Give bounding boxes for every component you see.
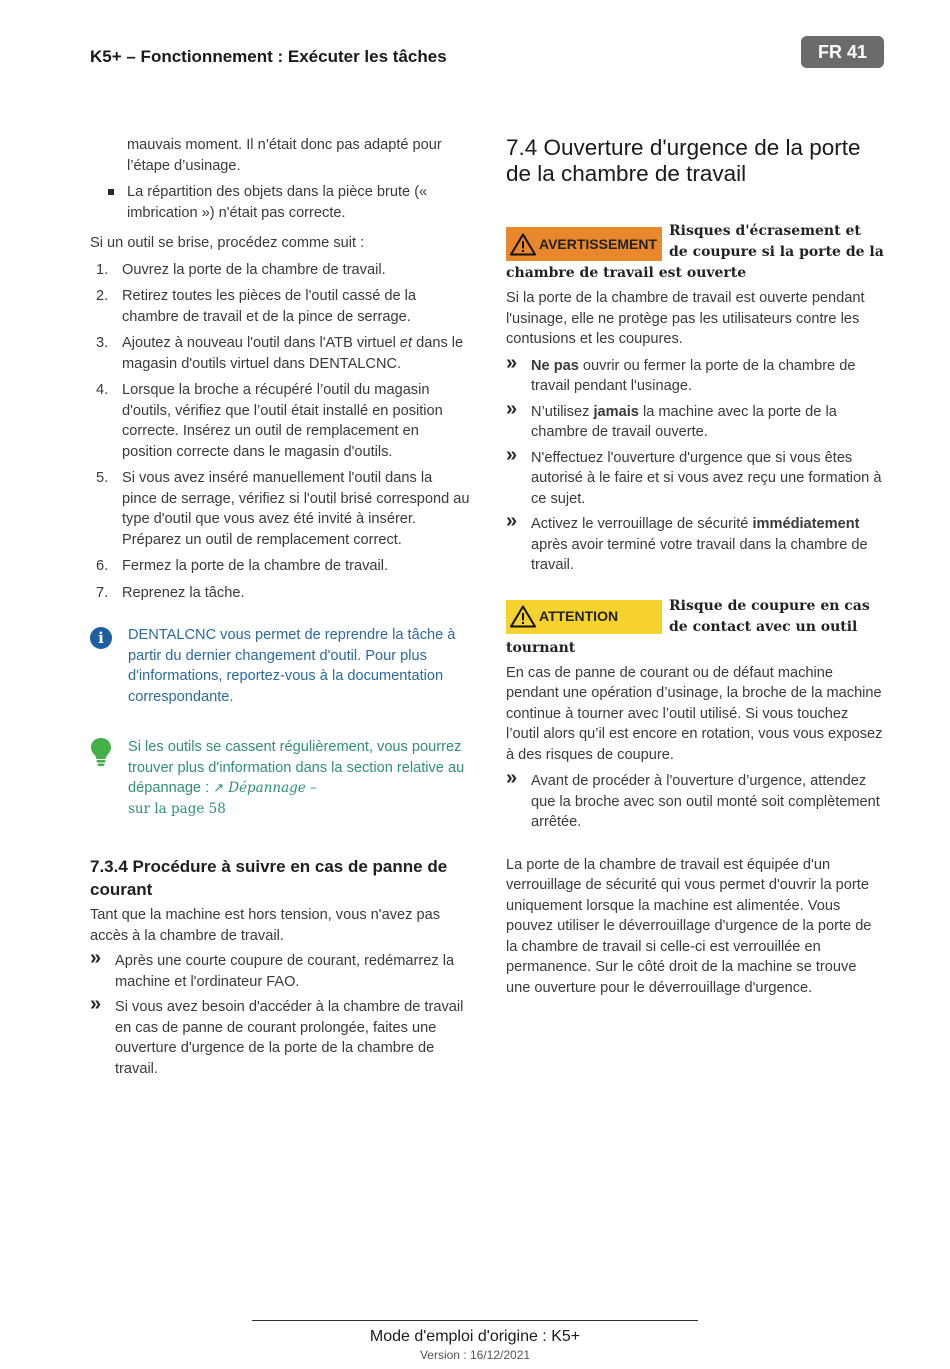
step-number: 5. xyxy=(96,470,109,486)
double-chevron-icon: » xyxy=(506,510,518,532)
step-emphasis: et xyxy=(399,335,413,351)
item-text: Après une courte coupure de courant, redémarrez la machine et l'ordinateur FAO. xyxy=(115,953,455,990)
item-text: après avoir terminé votre travail dans la chambre de travail. xyxy=(531,536,868,573)
section-body: Tant que la machine est hors tension, vous n'avez pas accès à la chambre de travail. xyxy=(90,907,440,944)
list-item xyxy=(506,510,884,576)
step-text: Lorsque la broche a récupéré l’outil du magasin d'outils, vérifiez que l’outil était installé en position correcte. Insérez un outil de remplacement en position correcte dans le magasin d'outils. xyxy=(122,382,443,460)
tip-note xyxy=(90,737,470,819)
caution-title: Risque de coupure en cas de contact avec un outil xyxy=(669,597,870,635)
step-text: Si vous avez inséré manuellement l'outil dans la pince de serrage, vérifiez si l'outil brisé correspond au type d'outil que vous avez été invité à insérer. Préparez un outil de remplacement correct. xyxy=(122,470,470,548)
page-number-badge: FR 41 xyxy=(801,36,884,68)
step-number: 2. xyxy=(96,288,109,304)
warning-triangle-icon xyxy=(510,605,536,628)
item-text: Avant de procéder à l'ouverture d’urgence, attendez que la broche avec son outil monté soit complètement arrêtée. xyxy=(531,773,880,830)
step-text: Ajoutez à nouveau l'outil dans l'ATB virtuel xyxy=(122,335,400,351)
list-item xyxy=(90,947,470,992)
double-chevron-icon: » xyxy=(506,351,518,374)
item-bold: Ne pas xyxy=(531,357,579,374)
closing-paragraph: La porte de la chambre de travail est équipée d'un verrouillage de sécurité qui vous permet d'ouvrir la porte uniquement lorsque la machine est alimentée. Vous pouvez utiliser le déverrouillage d'urgence de la porte de la chambre de travail si celle-ci est verrouillée en permanence. Sur le côté droit de la machine se trouve une ouverture pour le déverrouillage d'urgence. xyxy=(506,856,872,996)
tip-text: Si les outils se cassent régulièrement, vous pourrez trouver plus d'information dans la section relative au dépannage : xyxy=(128,739,465,796)
page-header-title: K5+ – Fonctionnement : Exécuter les tâches xyxy=(90,47,447,66)
procedure-intro: Si un outil se brise, procédez comme suit : xyxy=(90,235,365,251)
right-column xyxy=(506,135,884,998)
left-column xyxy=(90,135,470,1079)
section-heading-power-failure: 7.3.4 Procédure à suivre en cas de panne de courant xyxy=(90,857,448,899)
info-note xyxy=(90,625,470,707)
double-chevron-icon: » xyxy=(506,397,518,420)
list-item xyxy=(90,182,470,223)
step-number: 3. xyxy=(96,335,109,351)
item-text: ouvrir ou fermer la porte de la chambre de travail pendant l'usinage. xyxy=(531,357,856,394)
footer-title: Mode d'emploi d'origine : K5+ xyxy=(369,1328,581,1345)
list-item xyxy=(506,351,884,397)
caution-title-tail: tournant xyxy=(506,639,576,656)
step-text: dans le magasin d'outils virtuel dans DENTALCNC. xyxy=(122,335,464,372)
caution-body: En cas de panne de courant ou de défaut machine pendant une opération d’usinage, la broche de la machine continue à tourner avec l’outil utilisé. Si vous touchez l’outil alors qu’il est encore en rotation, vous vous exposez à des risques de coupure. xyxy=(506,664,883,763)
caution-label-text: ATTENTION xyxy=(539,608,619,625)
step-text: Reprenez la tâche. xyxy=(122,584,245,601)
step-item xyxy=(90,333,470,374)
caution-label xyxy=(506,600,662,634)
step-item xyxy=(90,260,470,281)
external-link-icon[interactable]: ↗ xyxy=(213,780,225,795)
item-bold: immédiatement xyxy=(752,516,860,532)
double-chevron-icon: » xyxy=(90,947,102,969)
square-bullet-icon xyxy=(108,189,114,195)
list-item xyxy=(506,443,884,510)
double-chevron-icon: » xyxy=(506,443,518,466)
step-number: 6. xyxy=(96,558,109,574)
continuation-text: mauvais moment. Il n’était donc pas adapté pour l’étape d’usinage. xyxy=(127,137,442,174)
info-note-text: DENTALCNC vous permet de reprendre la tâche à partir du dernier changement d'outil. Pour plus d'informations, reportez-vous à la documentation correspondante. xyxy=(128,627,456,705)
double-chevron-icon: » xyxy=(506,767,518,789)
step-item xyxy=(90,583,470,604)
caution-block xyxy=(506,596,884,659)
section-heading-emergency-opening: 7.4 Ouverture d'urgence de la porte de la chambre de travail xyxy=(506,135,861,186)
warning-body: Si la porte de la chambre de travail est ouverte pendant l'usinage, elle ne protège pas les utilisateurs contre les contusions et les coupures. xyxy=(506,290,865,347)
warning-title-tail: chambre de travail est ouverte xyxy=(506,265,747,281)
warning-label-text: AVERTISSEMENT xyxy=(539,235,657,252)
step-item xyxy=(90,468,470,550)
item-bold: jamais xyxy=(593,403,639,420)
list-item xyxy=(90,993,470,1079)
warning-label xyxy=(506,227,662,261)
list-item xyxy=(506,767,884,833)
warning-triangle-icon xyxy=(510,233,536,256)
info-icon: i xyxy=(90,627,112,649)
item-text: Activez le verrouillage de sécurité xyxy=(531,516,753,532)
item-text: N’utilisez xyxy=(531,403,594,420)
footer-version: Version : 16/12/2021 xyxy=(419,1348,531,1362)
troubleshooting-page-link[interactable]: sur la page 58 xyxy=(128,800,226,817)
item-text: la machine avec la porte de la chambre de travail ouverte. xyxy=(531,403,837,440)
troubleshooting-link[interactable]: Dépannage – xyxy=(228,780,317,796)
warning-title: Risques d'écrasement et de coupure si la porte de la xyxy=(669,223,884,260)
step-item xyxy=(90,380,470,462)
double-chevron-icon: » xyxy=(90,993,102,1015)
lightbulb-icon xyxy=(90,737,112,767)
step-number: 1. xyxy=(96,261,109,278)
step-text: Retirez toutes les pièces de l'outil cassé de la chambre de travail et de la pince de serrage. xyxy=(122,288,417,325)
step-number: 4. xyxy=(96,382,109,398)
procedure-steps xyxy=(90,260,470,604)
step-text: Fermez la porte de la chambre de travail. xyxy=(122,558,389,574)
item-text: N'effectuez l'ouverture d'urgence que si vous êtes autorisé à le faire et si vous avez reçu une formation à ce sujet. xyxy=(531,449,882,507)
step-item xyxy=(90,286,470,327)
step-number: 7. xyxy=(96,584,109,601)
footer-divider xyxy=(252,1320,698,1321)
warning-block xyxy=(506,221,884,284)
list-item xyxy=(506,397,884,443)
bullet-text: La répartition des objets dans la pièce brute (« imbrication ») n'était pas correcte. xyxy=(127,184,428,221)
step-text: Ouvrez la porte de la chambre de travail. xyxy=(122,261,386,278)
step-item xyxy=(90,556,470,577)
item-text: Si vous avez besoin d'accéder à la chambre de travail en cas de panne de courant prolongée, faites une ouverture d'urgence de la porte de la chambre de travail. xyxy=(115,999,464,1077)
